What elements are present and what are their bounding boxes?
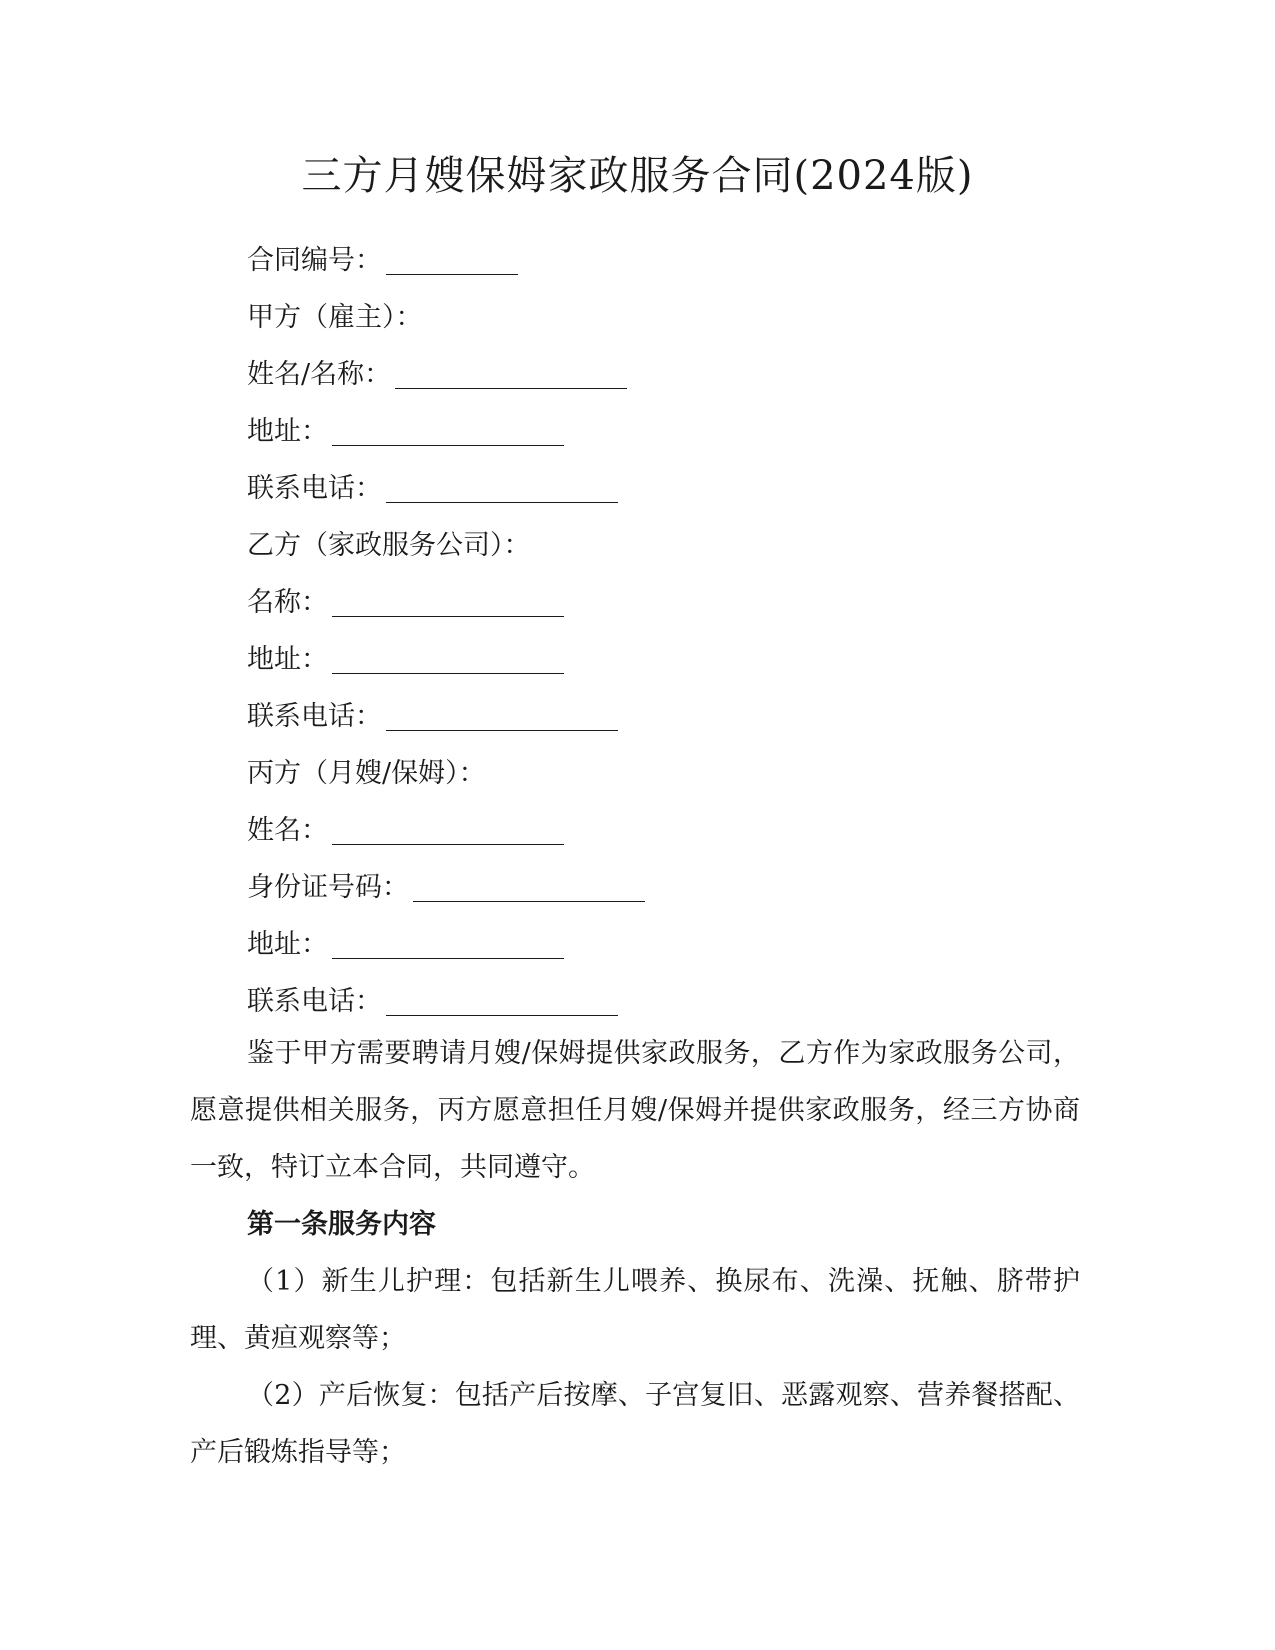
field-label: 联系电话： (247, 701, 382, 732)
fill-in-blank[interactable] (386, 474, 618, 503)
service-item-2: （2）产后恢复：包括产后按摩、子宫复旧、恶露观察、营养餐搭配、产后锻炼指导等； (190, 1380, 1080, 1468)
preamble-paragraph: 鉴于甲方需要聘请月嫂/保姆提供家政服务，乙方作为家政服务公司，愿意提供相关服务，丙方愿意担任月嫂/保姆并提供家政服务，经三方协商一致，特订立本合同，共同遵守。 (190, 1038, 1080, 1183)
field-label: 丙方（月嫂/保姆）： (247, 758, 486, 789)
field-label: 地址： (247, 416, 328, 447)
service-item-1: （1）新生儿护理：包括新生儿喂养、换尿布、洗澡、抚触、脐带护理、黄疸观察等； (190, 1266, 1080, 1354)
field-label: 联系电话： (247, 986, 382, 1017)
party-b-phone-field (247, 688, 1147, 745)
party-a-phone-field (247, 460, 1147, 517)
fill-in-blank[interactable] (386, 987, 618, 1016)
section-heading: 第一条服务内容 (247, 1209, 436, 1240)
party-c-id-field (247, 859, 1147, 916)
party-a-heading (247, 289, 1147, 346)
field-label: 合同编号： (247, 245, 382, 276)
contract-number-field (247, 232, 1147, 289)
party-a-name-field (247, 346, 1147, 403)
party-a-address-field (247, 403, 1147, 460)
field-label: 姓名： (247, 815, 328, 846)
fill-in-blank[interactable] (386, 702, 618, 731)
document-title: 三方月嫂保姆家政服务合同(2024版) (301, 153, 974, 199)
party-c-name-field (247, 802, 1147, 859)
fill-in-blank[interactable] (332, 417, 564, 446)
field-label: 名称： (247, 587, 328, 618)
party-b-name-field (247, 574, 1147, 631)
field-label: 联系电话： (247, 473, 382, 504)
fill-in-blank[interactable] (395, 360, 627, 389)
party-info-fields (247, 232, 1147, 1030)
fill-in-blank[interactable] (332, 816, 564, 845)
fill-in-blank[interactable] (386, 246, 518, 275)
party-b-heading (247, 517, 1147, 574)
party-b-address-field (247, 631, 1147, 688)
field-label: 姓名/名称： (247, 359, 392, 390)
fill-in-blank[interactable] (332, 930, 564, 959)
fill-in-blank[interactable] (332, 588, 564, 617)
field-label: 地址： (247, 929, 328, 960)
party-c-address-field (247, 916, 1147, 973)
fill-in-blank[interactable] (332, 645, 564, 674)
field-label: 身份证号码： (247, 872, 409, 903)
field-label: 甲方（雇主）： (247, 302, 423, 333)
party-c-heading (247, 745, 1147, 802)
field-label: 地址： (247, 644, 328, 675)
field-label: 乙方（家政服务公司）： (247, 530, 531, 561)
fill-in-blank[interactable] (413, 873, 645, 902)
party-c-phone-field (247, 973, 1147, 1030)
